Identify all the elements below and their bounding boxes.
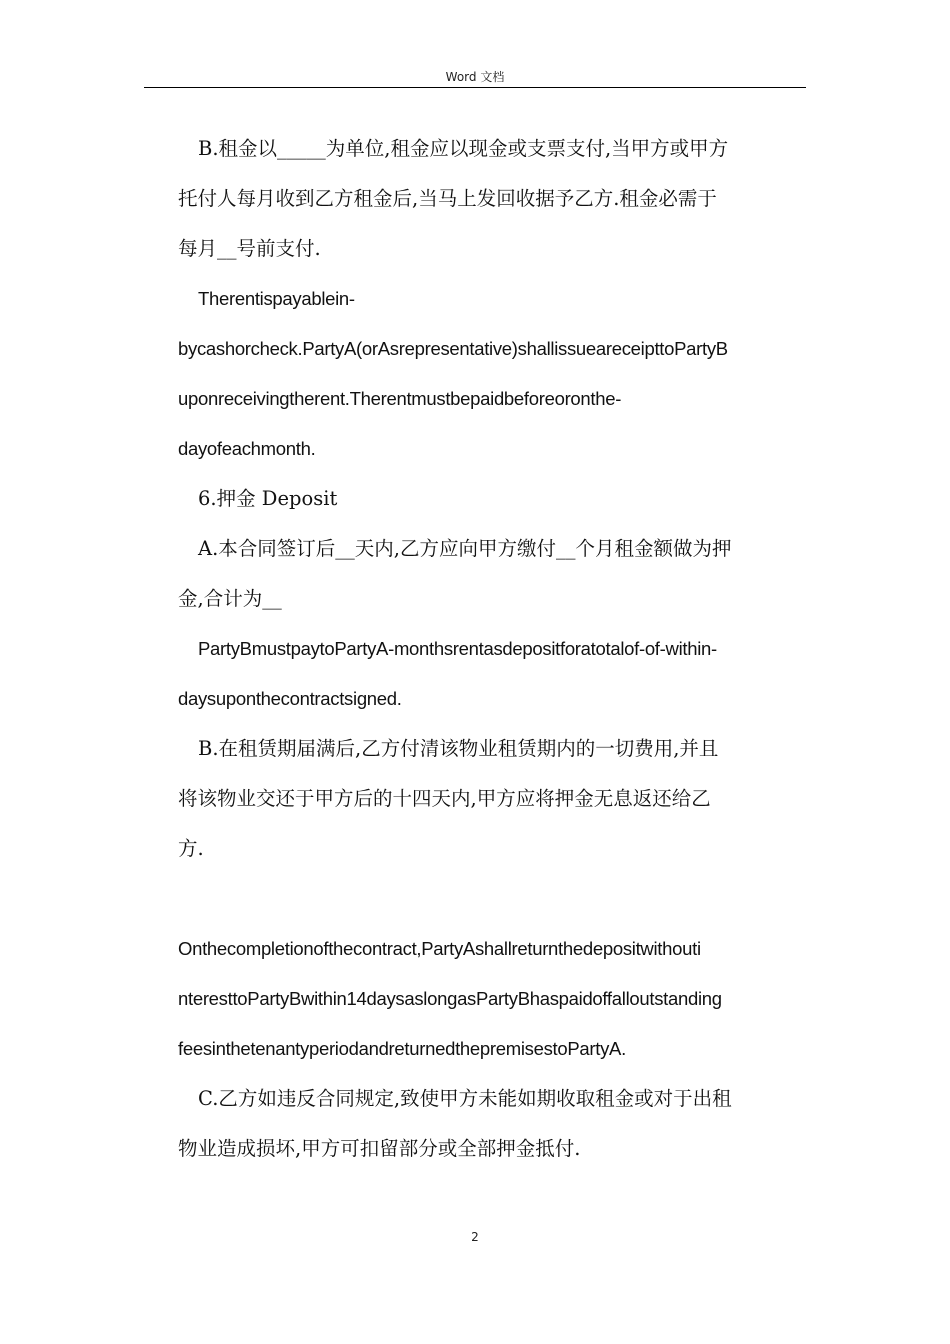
paragraph-line: C.乙方如违反合同规定,致使甲方未能如期收取租金或对于出租 xyxy=(198,1087,732,1110)
paragraph-line: uponreceivingtherent.Therentmustbepaidbeforeoronthe- xyxy=(178,388,622,409)
page-header: Word 文档 xyxy=(445,70,505,84)
section-heading-deposit: 6.押金 Deposit xyxy=(198,487,338,510)
paragraph-line: B.租金以_____为单位,租金应以现金或支票支付,当甲方或甲方 xyxy=(198,137,729,160)
paragraph-line: PartyBmustpaytoPartyA-monthsrentasdepositforatotalof-of-within- xyxy=(198,638,717,659)
paragraph-line: dayofeachmonth. xyxy=(178,438,316,459)
blank-line xyxy=(178,874,806,924)
paragraph-line: 托付人每月收到乙方租金后,当马上发回收据予乙方.租金必需于 xyxy=(178,187,717,210)
header-rule xyxy=(144,87,806,88)
paragraph-line: 物业造成损坏,甲方可扣留部分或全部押金抵付. xyxy=(178,1137,581,1160)
paragraph-line: B.在租赁期届满后,乙方付清该物业租赁期内的一切费用,并且 xyxy=(198,737,719,760)
paragraph-line: Onthecompletionofthecontract,PartyAshallreturnthedepositwithouti xyxy=(178,938,701,959)
paragraph-line: Therentispayablein- xyxy=(198,288,355,309)
paragraph-line: feesinthetenantyperiodandreturnedthepremisestoPartyA. xyxy=(178,1038,626,1059)
paragraph-line: nteresttoPartyBwithin14daysaslongasPartyBhaspaidoffalloutstanding xyxy=(178,988,722,1009)
paragraph-line: 金,合计为__ xyxy=(178,587,282,610)
paragraph-line: A.本合同签订后__天内,乙方应向甲方缴付__个月租金额做为押 xyxy=(198,537,732,560)
paragraph-line: 方. xyxy=(178,837,204,860)
paragraph-line: 将该物业交还于甲方后的十四天内,甲方应将押金无息返还给乙 xyxy=(178,787,711,810)
paragraph-line: 每月__号前支付. xyxy=(178,237,321,260)
paragraph-line: daysuponthecontractsigned. xyxy=(178,688,402,709)
page-number: 2 xyxy=(471,1230,479,1244)
paragraph-line: bycashorcheck.PartyA(orAsrepresentative)shallissueareceipttoPartyB xyxy=(178,338,728,359)
document-body xyxy=(178,124,806,1174)
